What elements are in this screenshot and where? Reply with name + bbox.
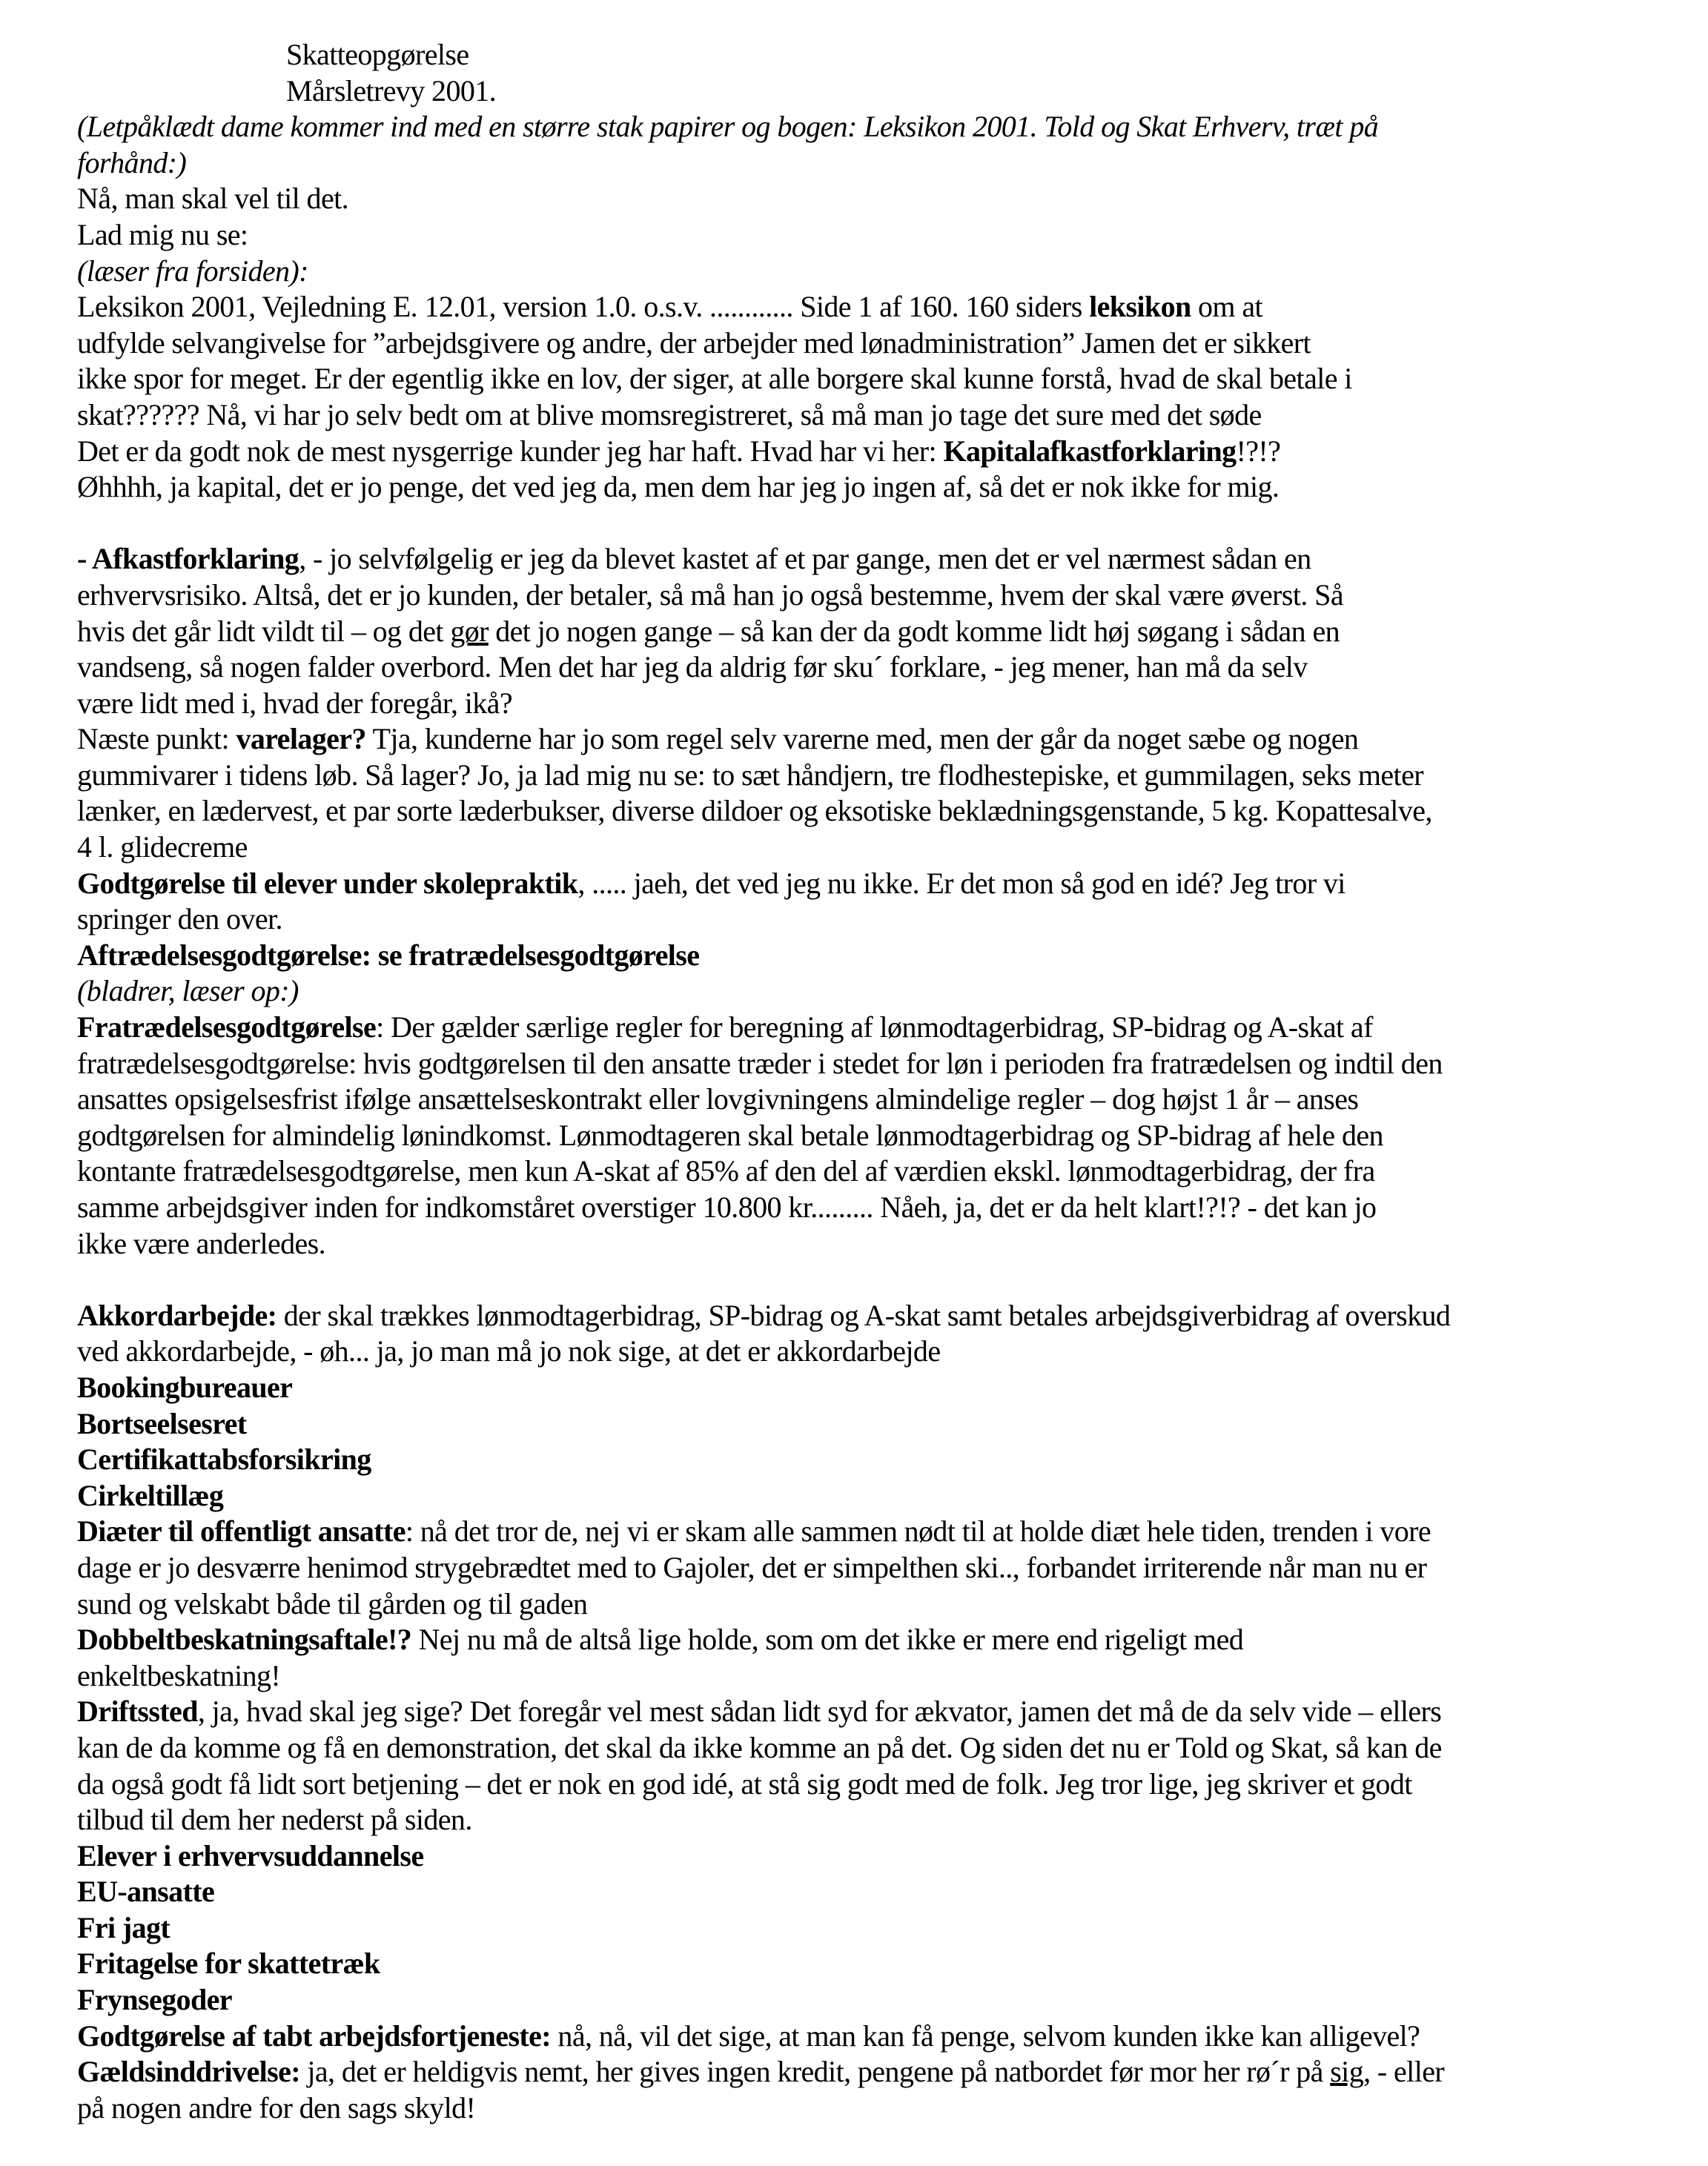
bold-term: EU-ansatte [77, 1875, 215, 1909]
text-line [77, 1442, 1678, 1478]
text-line [77, 289, 1678, 325]
text-segment: samme arbejdsgiver inden for indkomståret overstiger 10.800 kr......... Nåeh, ja, det er da helt klart!?!? - det kan jo [77, 1190, 1377, 1224]
text-line [77, 1586, 1678, 1623]
text-line [77, 254, 1678, 290]
text-line [77, 1946, 1678, 1982]
text-segment: !?!? [1236, 434, 1281, 468]
text-line [77, 1802, 1678, 1838]
text-line [77, 577, 1678, 614]
text-line [77, 1406, 1678, 1443]
bold-term: Fratrædelsesgodtgørelse [77, 1010, 377, 1044]
text-segment: ansattes opsigelsesfrist ifølge ansættelseskontrakt eller lovgivningens almindelige regler – dog højst 1 år – anses [77, 1082, 1359, 1116]
text-line [77, 793, 1678, 829]
text-line [77, 1370, 1678, 1406]
text-line [77, 181, 1678, 217]
stage-direction: (læser fra forsiden): [77, 254, 308, 288]
text-line [77, 1766, 1678, 1803]
text-line [77, 109, 1678, 145]
text-line [77, 1046, 1678, 1082]
bold-term: Akkordarbejde: [77, 1298, 277, 1332]
text-line [77, 829, 1678, 866]
text-segment: der skal trækkes lønmodtagerbidrag, SP-bidrag og A-skat samt betales arbejdsgiverbidrag af overskud [277, 1298, 1451, 1332]
text-line [77, 1658, 1678, 1695]
text-segment: ikke spor for meget. Er der egentlig ikke en lov, der siger, at alle borgere skal kunne forstå, hvad de skal betale i [77, 362, 1352, 396]
bold-term: leksikon [1089, 290, 1191, 324]
text-segment: Nå, man skal vel til det. [77, 182, 349, 216]
bold-term: Elever i erhvervsuddannelse [77, 1838, 424, 1872]
text-segment: , ..... jaeh, det ved jeg nu ikke. Er det mon så god en idé? Jeg tror vi [577, 866, 1345, 900]
text-line [77, 1910, 1678, 1947]
text-line [77, 758, 1678, 794]
text-line [77, 1226, 1678, 1262]
text-segment: Det er da godt nok de mest nysgerrige kunder jeg har haft. Hvad har vi her: [77, 434, 944, 468]
text-segment: springer den over. [77, 902, 282, 936]
bold-term: - Afkastforklaring [77, 542, 299, 576]
text-line [77, 1298, 1678, 1334]
text-line [77, 866, 1678, 902]
text-line [77, 2018, 1678, 2055]
text-line [77, 1153, 1678, 1190]
text-line [77, 397, 1678, 434]
text-line [77, 217, 1678, 254]
text-line [77, 1982, 1678, 2018]
text-line [77, 614, 1678, 650]
text-segment: hvis det går lidt vildt til – og det [77, 614, 451, 648]
text-line [77, 1010, 1678, 1046]
text-line [77, 1118, 1678, 1154]
bold-term: Cirkeltillæg [77, 1478, 224, 1512]
text-segment: skat?????? Nå, vi har jo selv bedt om at blive momsregistreret, så må man jo tage det sure med det søde [77, 397, 1262, 431]
bold-term: Dobbeltbeskatningsaftale!? [77, 1623, 412, 1657]
text-line [77, 1334, 1678, 1370]
text-line [77, 1622, 1678, 1658]
text-segment: udfylde selvangivelse for ”arbejdsgivere og andre, der arbejder med lønadministration” Jamen det er sikkert [77, 325, 1311, 360]
text-segment: : nå det tror de, nej vi er skam alle sammen nødt til at holde diæt hele tiden, trenden i vore [405, 1514, 1431, 1549]
text-segment: Nej nu må de altså lige holde, som om det ikke er mere end rigeligt med [411, 1623, 1244, 1657]
text-line [77, 2090, 1678, 2127]
text-line [77, 938, 1678, 974]
text-segment: : Der gælder særlige regler for beregning af lønmodtagerbidrag, SP-bidrag og A-skat af [376, 1010, 1373, 1044]
bold-term: Kapitalafkastforklaring [943, 434, 1237, 468]
underlined-text: sig, [1330, 2055, 1371, 2089]
text-segment: ikke være anderledes. [77, 1226, 326, 1260]
text-segment: ja, det er heldigvis nemt, her gives ingen kredit, pengene på natbordet før mor her rø´r på [299, 2055, 1331, 2089]
text-line [77, 145, 1678, 182]
text-segment: dage er jo desværre henimod strygebrædtet med to Gajoler, det er simpelthen ski.., forbandet irriterende når man nu er [77, 1550, 1427, 1584]
text-segment: , - jo selvfølgelig er jeg da blevet kastet af et par gange, men det er vel nærmest sådan en [299, 542, 1311, 576]
bold-term: Aftrædelsesgodtgørelse: se fratrædelsesgodtgørelse [77, 938, 700, 972]
text-line [77, 469, 1678, 506]
text-segment: Lad mig nu se: [77, 217, 248, 251]
text-line [77, 541, 1678, 577]
text-line [77, 1082, 1678, 1118]
text-segment: godtgørelsen for almindelig lønindkomst. Lønmodtageren skal betale lønmodtagerbidrag og SP-bidrag af hele den [77, 1118, 1383, 1152]
bold-term: varelager? [236, 722, 366, 756]
text-line [77, 1838, 1678, 1875]
bold-term: Godtgørelse af tabt arbejdsfortjeneste: [77, 2018, 552, 2053]
text-line [77, 361, 1678, 397]
text-segment: enkeltbeskatning! [77, 1658, 281, 1692]
bold-term: Frynsegoder [77, 1983, 232, 2017]
text-segment: , ja, hvad skal jeg sige? Det foregår vel mest sådan lidt syd for ækvator, jamen det må de da selv vide – ellers [197, 1695, 1442, 1729]
text-line [77, 325, 1678, 362]
bold-term: Diæter til offentligt ansatte [77, 1514, 406, 1549]
text-segment: ved akkordarbejde, - øh... ja, jo man må jo nok sige, at det er akkordarbejde [77, 1334, 941, 1368]
document-body [77, 109, 1678, 2126]
stage-direction: (bladrer, læser op:) [77, 974, 299, 1008]
text-segment: Leksikon 2001, Vejledning E. 12.01, version 1.0. o.s.v. ............ Side 1 af 160. 160 siders [77, 290, 1090, 324]
text-line [77, 1514, 1678, 1550]
text-line [77, 649, 1678, 686]
text-segment: erhvervsrisiko. Altså, det er jo kunden, der betaler, så må han jo også bestemme, hvem der skal være øverst. Så [77, 577, 1343, 612]
bold-term: Bortseelsesret [77, 1406, 247, 1440]
text-line [77, 1550, 1678, 1586]
text-segment: tilbud til dem her nederst på siden. [77, 1803, 472, 1837]
bold-term: Godtgørelse til elever under skolepraktik [77, 866, 578, 900]
text-line [77, 1874, 1678, 1910]
document-subtitle: Mårsletrevy 2001. [286, 73, 497, 107]
text-line [77, 901, 1678, 938]
bold-term: Gældsinddrivelse: [77, 2055, 300, 2089]
bold-term: Driftssted [77, 1695, 198, 1729]
bold-term: Fritagelse for skattetræk [77, 1947, 380, 1981]
text-line [77, 2054, 1678, 2090]
document-title: Skatteopgørelse [286, 38, 469, 71]
text-line [77, 721, 1678, 758]
text-segment: Øhhhh, ja kapital, det er jo penge, det ved jeg da, men dem har jeg jo ingen af, så det er nok ikke for mig. [77, 470, 1280, 504]
text-line [77, 1478, 1678, 1514]
text-line [77, 434, 1678, 470]
blank-line [77, 506, 1678, 542]
text-segment: da også godt få lidt sort betjening – det er nok en god idé, at stå sig godt med de folk. Jeg tror lige, jeg skriver et godt [77, 1766, 1412, 1801]
stage-direction: (Letpåklædt dame kommer ind med en større stak papirer og bogen: Leksikon 2001. Told og Skat Erhverv, træt på [77, 110, 1379, 144]
text-segment: være lidt med i, hvad der foregår, ikå? [77, 686, 512, 720]
stage-direction: forhånd:) [77, 145, 187, 179]
text-segment: kontante fratrædelsesgodtgørelse, men kun A-skat af 85% af den del af værdien ekskl. lønmodtagerbidrag, der fra [77, 1154, 1375, 1188]
text-segment: vandseng, så nogen falder overbord. Men det har jeg da aldrig før sku´ forklare, - jeg mener, han må da selv [77, 650, 1308, 684]
text-segment: på nogen andre for den sags skyld! [77, 2090, 476, 2124]
text-segment: fratrædelsesgodtgørelse: hvis godtgørelsen til den ansatte træder i stedet for løn i perioden fra fratrædelsen og indtil den [77, 1046, 1443, 1080]
text-line [77, 686, 1678, 722]
text-line [77, 1694, 1678, 1730]
underlined-text: gør [450, 614, 489, 648]
blank-line [77, 1262, 1678, 1298]
text-segment: om at [1191, 290, 1263, 324]
bold-term: Fri jagt [77, 1910, 171, 1944]
text-line [77, 973, 1678, 1010]
text-segment: nå, nå, vil det sige, at man kan få penge, selvom kunden ikke kan alligevel? [551, 2018, 1420, 2053]
text-line [77, 1730, 1678, 1766]
text-line [77, 1190, 1678, 1226]
text-segment: Næste punkt: [77, 722, 236, 756]
text-segment: lænker, en lædervest, et par sorte læderbukser, diverse dildoer og eksotiske beklædningsgenstande, 5 kg. Kopattesalve, [77, 794, 1432, 828]
text-segment: Tja, kunderne har jo som regel selv varerne med, men der går da noget sæbe og nogen [365, 722, 1359, 756]
text-segment: - eller [1370, 2055, 1445, 2089]
text-segment: 4 l. glidecreme [77, 830, 248, 864]
document-page [77, 37, 1678, 2126]
text-segment: kan de da komme og få en demonstration, det skal da ikke komme an på det. Og siden det nu er Told og Skat, så kan de [77, 1730, 1442, 1764]
bold-term: Bookingbureauer [77, 1370, 293, 1404]
bold-term: Certifikattabsforsikring [77, 1443, 371, 1477]
text-segment: sund og velskabt både til gården og til gaden [77, 1586, 588, 1620]
text-segment: gummivarer i tidens løb. Så lager? Jo, ja lad mig nu se: to sæt håndjern, tre flodhestepiske, et gummilagen, seks meter [77, 758, 1423, 792]
text-segment: det jo nogen gange – så kan der da godt komme lidt høj søgang i sådan en [488, 614, 1340, 648]
